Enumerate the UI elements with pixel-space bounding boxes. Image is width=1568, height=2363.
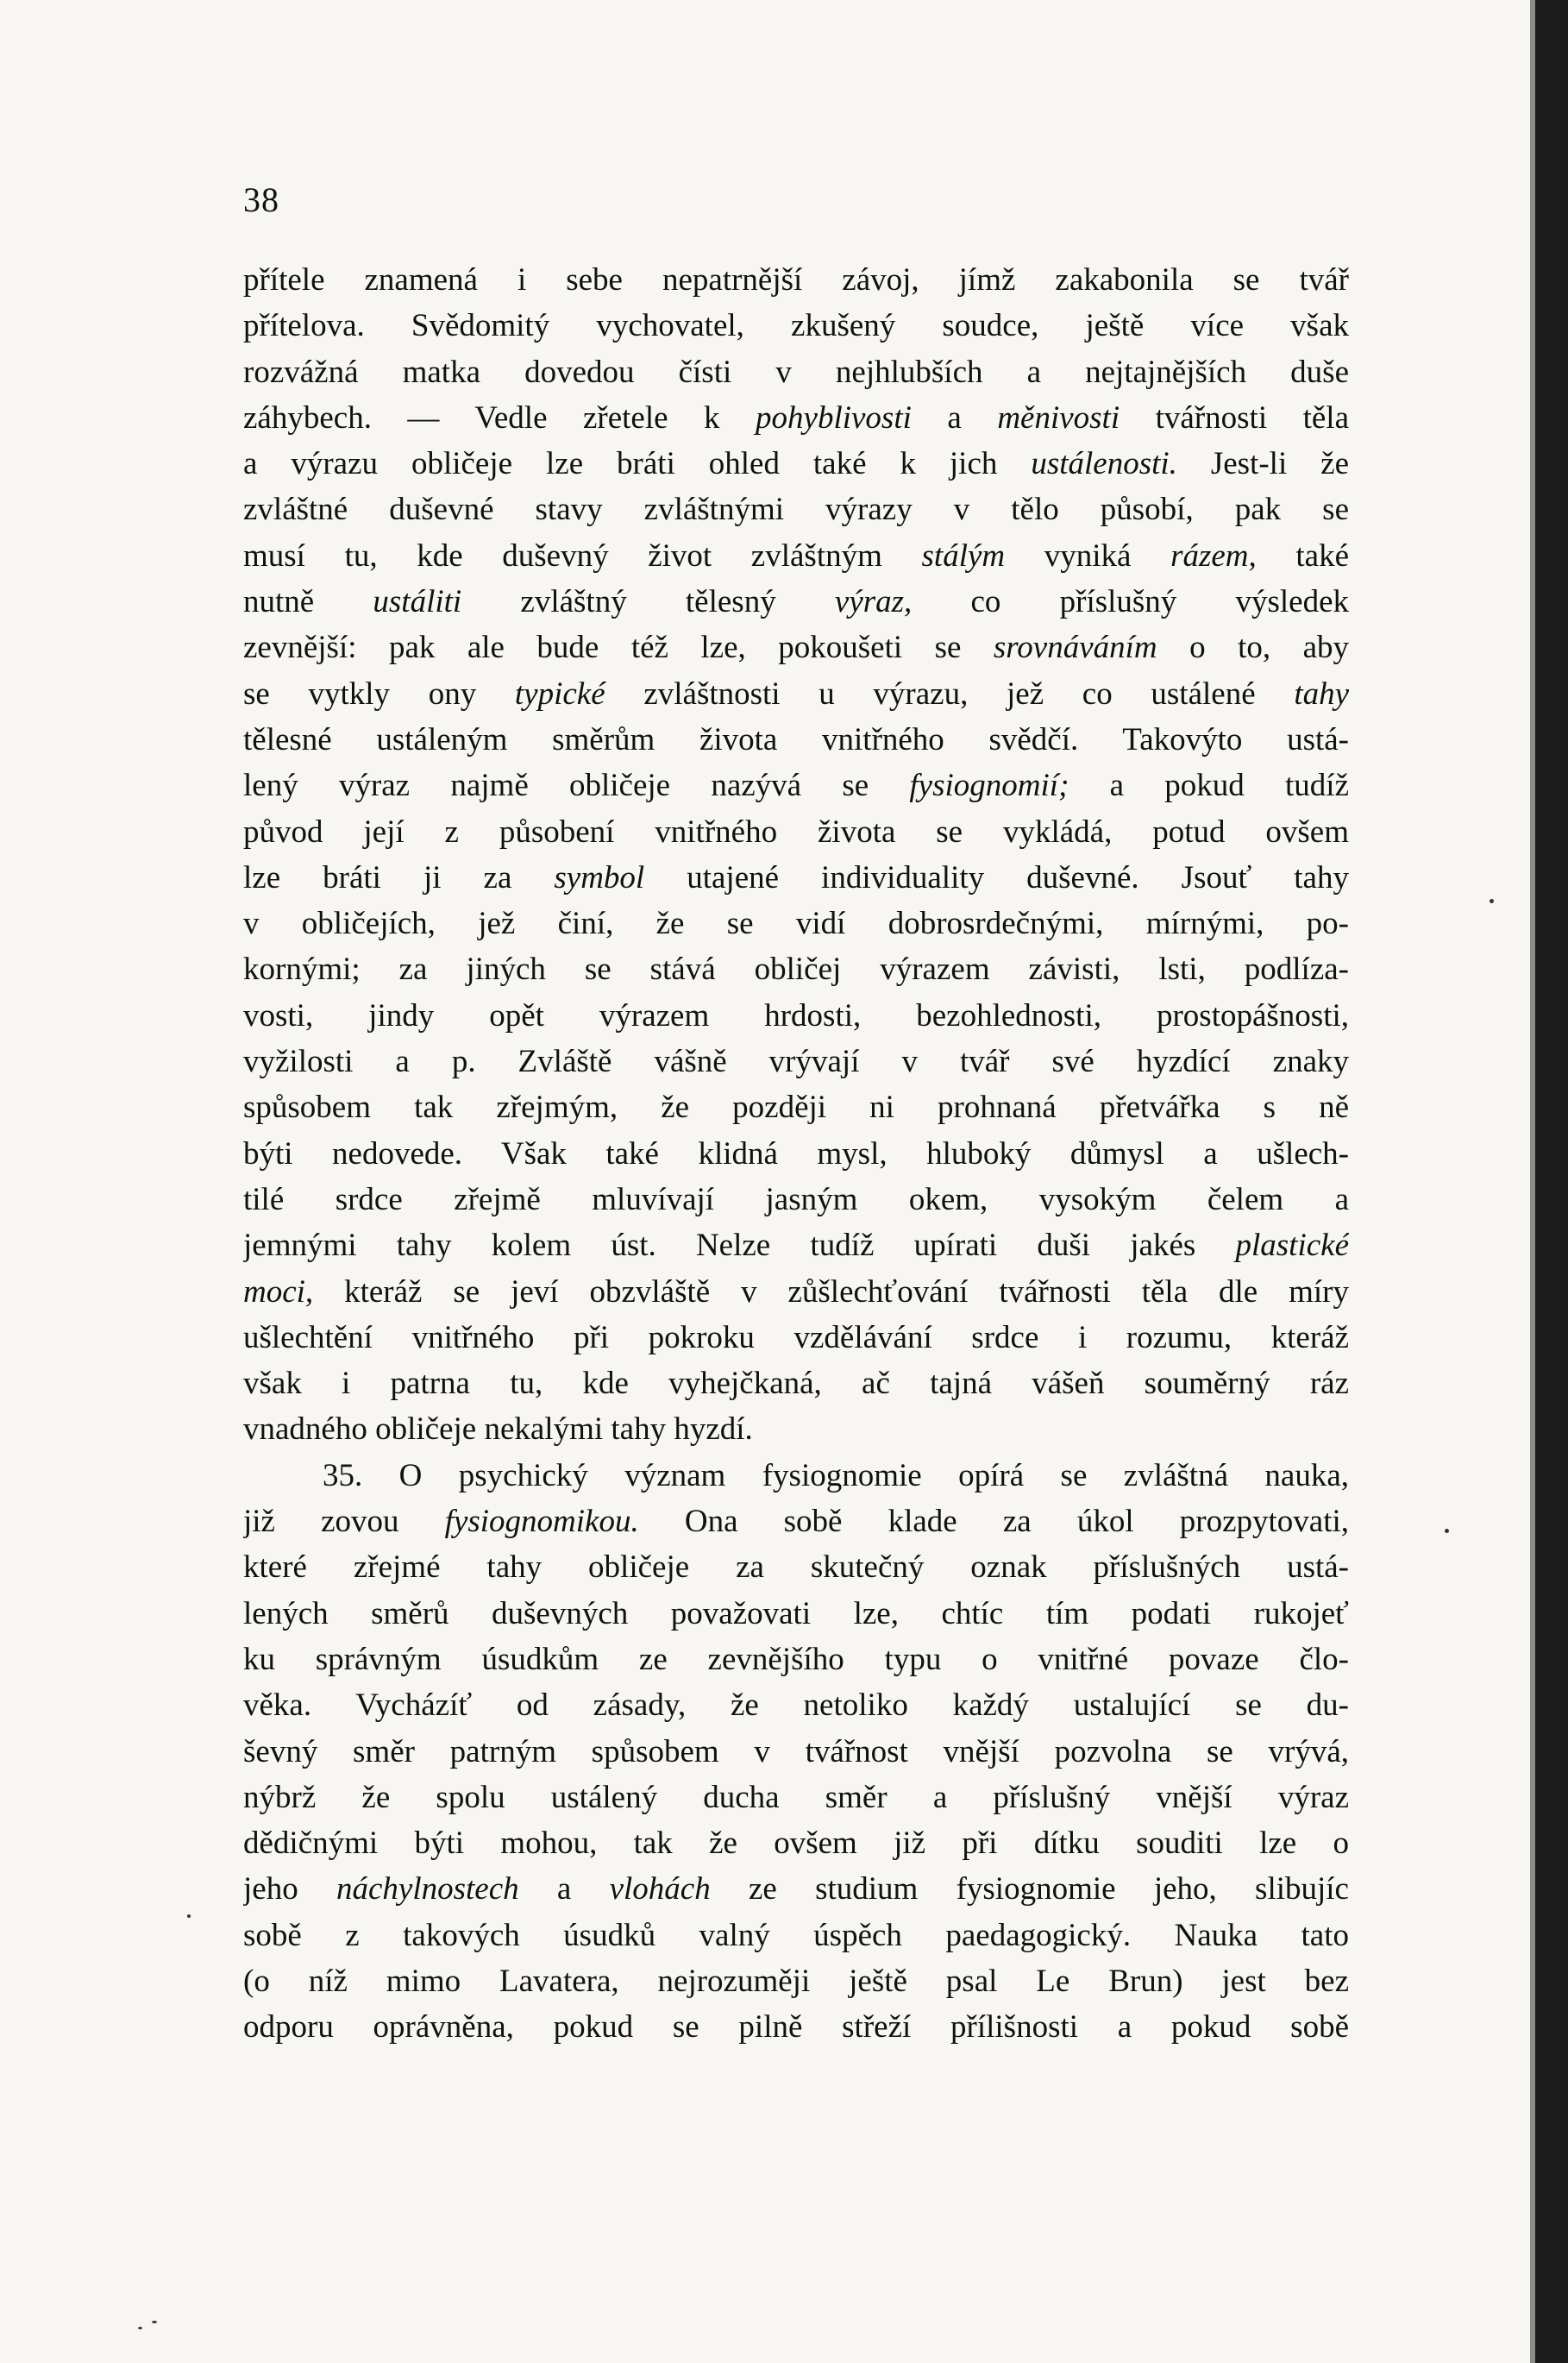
text-line — [243, 1084, 1349, 1130]
text-segment: ze studium fysiognomie jeho, slibujíc — [710, 1871, 1349, 1907]
text-segment: odporu oprávněna, pokud se pilně střeží přílišnosti a pokud sobě — [243, 2009, 1349, 2046]
text-line — [243, 1637, 1349, 1682]
text-line — [243, 1039, 1349, 1084]
text-segment: jemnými tahy kolem úst. Nelze tudíž upírati duši jakés — [243, 1228, 1236, 1264]
emphasized-text: tahy — [1294, 676, 1349, 712]
text-segment: a — [518, 1871, 610, 1907]
body-text — [243, 257, 1349, 2051]
text-segment: přítele znamená i sebe nepatrnější závoj, jímž zakabonila se tvář — [243, 262, 1349, 298]
scan-speck — [1490, 899, 1494, 903]
text-line — [243, 349, 1349, 395]
emphasized-text: stálým — [921, 537, 1006, 574]
text-segment: záhybech. — Vedle zřetele k — [243, 399, 756, 436]
scan-speck — [1445, 1529, 1449, 1533]
text-segment: vyžilosti a p. Zvláště vášně vrývají v tvář své hyzdící znaky — [243, 1044, 1349, 1080]
text-segment: musí tu, kde duševný život zvláštným — [243, 537, 922, 574]
page-number: 38 — [243, 180, 279, 219]
text-segment: již zovou — [243, 1504, 445, 1540]
text-segment: utajené individuality duševné. Jsouť tahy — [644, 859, 1349, 896]
text-line — [243, 1820, 1349, 1866]
emphasized-text: fysiognomií; — [909, 768, 1069, 804]
text-line — [243, 1222, 1349, 1268]
text-segment: zevnější: pak ale bude též lze, pokoušeti se — [243, 630, 994, 666]
emphasized-text: moci, — [243, 1273, 314, 1310]
text-segment: kteráž se jeví obzvláště v zůšlechťování tvářnosti těla dle míry — [313, 1273, 1349, 1310]
text-line — [243, 1913, 1349, 1958]
text-line — [243, 1958, 1349, 2004]
text-segment: tělesné ustáleným směrům života vnitřného svědčí. Takovýto ustá- — [243, 721, 1349, 757]
text-segment: (o níž mimo Lavatera, nejrozuměji ještě psal Le Brun) jest bez — [243, 1963, 1349, 1999]
text-line — [243, 763, 1349, 808]
text-line — [243, 1729, 1349, 1775]
text-segment: kornými; za jiných se stává obličej výrazem závisti, lsti, podlíza- — [243, 952, 1349, 988]
emphasized-text: náchylnostech — [336, 1871, 519, 1907]
text-line — [243, 303, 1349, 349]
text-line — [243, 1177, 1349, 1222]
text-segment: co příslušný výsledek — [912, 584, 1349, 620]
emphasized-text: plastické — [1235, 1228, 1349, 1264]
text-segment: se vytkly ony — [243, 676, 515, 712]
text-segment: a — [911, 399, 998, 436]
emphasized-text: rázem, — [1170, 537, 1257, 574]
text-segment: býti nedovede. Však také klidná mysl, hluboký důmysl a ušlech- — [243, 1135, 1349, 1172]
text-segment: o to, aby — [1157, 630, 1349, 666]
text-segment: věka. Vycházíť od zásady, že netoliko každý ustalující se du- — [243, 1687, 1349, 1724]
text-line — [243, 1131, 1349, 1177]
emphasized-text: typické — [514, 676, 605, 712]
text-line — [243, 1315, 1349, 1361]
text-line — [243, 2004, 1349, 2050]
scan-speck — [138, 2327, 142, 2329]
text-line — [243, 487, 1349, 532]
text-line — [243, 1499, 1349, 1544]
text-line — [243, 993, 1349, 1039]
text-segment: vosti, jindy opět výrazem hrdosti, bezohlednosti, prostopášnosti, — [243, 997, 1349, 1034]
emphasized-text: fysiognomikou. — [444, 1504, 639, 1540]
text-segment: zvláštnosti u výrazu, jež co ustálené — [605, 676, 1295, 712]
text-segment: dědičnými býti mohou, tak že ovšem již při dítku souditi lze o — [243, 1826, 1349, 1862]
emphasized-text: ustáliti — [373, 584, 462, 620]
text-segment: 35. O psychický význam fysiognomie opírá se zvláštná nauka, — [323, 1457, 1349, 1493]
text-line — [243, 1406, 1349, 1452]
text-segment: vnadného obličeje nekalými tahy hyzdí. — [243, 1411, 753, 1448]
text-line — [243, 533, 1349, 579]
text-line — [243, 1453, 1349, 1499]
text-segment: jeho — [243, 1871, 336, 1907]
emphasized-text: měnivosti — [997, 399, 1120, 436]
emphasized-text: symbol — [554, 859, 645, 896]
text-segment: v obličejích, jež činí, že se vidí dobrosrdečnými, mírnými, po- — [243, 906, 1349, 942]
text-line — [243, 579, 1349, 625]
text-line — [243, 809, 1349, 855]
text-segment: tvářnosti těla — [1120, 399, 1349, 436]
text-segment: zvláštný tělesný — [461, 584, 835, 620]
text-line — [243, 625, 1349, 670]
text-segment: lených směrů duševných považovati lze, chtíc tím podati rukojeť — [243, 1595, 1349, 1631]
text-segment: Jest-li že — [1176, 446, 1349, 482]
text-line — [243, 1544, 1349, 1590]
text-line — [243, 946, 1349, 992]
text-line — [243, 1775, 1349, 1820]
emphasized-text: ustálenosti. — [1031, 446, 1177, 482]
text-line — [243, 671, 1349, 717]
scan-speck — [187, 1914, 191, 1918]
text-segment: vyniká — [1005, 537, 1171, 574]
text-segment: které zřejmé tahy obličeje za skutečný oznak příslušných ustá- — [243, 1549, 1349, 1586]
text-segment: a výrazu obličeje lze bráti ohled také k jich — [243, 446, 1032, 482]
text-line — [243, 1866, 1349, 1912]
text-segment: ušlechtění vnitřného při pokroku vzdělávání srdce i rozumu, kteráž — [243, 1319, 1349, 1355]
text-line — [243, 1682, 1349, 1728]
text-segment: Ona sobě klade za úkol prozpytovati, — [638, 1504, 1349, 1540]
emphasized-text: vlohách — [609, 1871, 711, 1907]
text-line — [243, 855, 1349, 901]
scan-border — [1535, 0, 1568, 2363]
text-line — [243, 257, 1349, 303]
text-line — [243, 901, 1349, 946]
text-segment: a pokud tudíž — [1069, 768, 1349, 804]
text-line — [243, 1361, 1349, 1406]
text-segment: rozvážná matka dovedou čísti v nejhlubších a nejtajnějších duše — [243, 354, 1349, 390]
text-segment: přítelova. Svědomitý vychovatel, zkušený soudce, ještě více však — [243, 308, 1349, 344]
text-segment: zvláštné duševné stavy zvláštnými výrazy v tělo působí, pak se — [243, 492, 1349, 528]
text-segment: ševný směr patrným spůsobem v tvářnost vnější pozvolna se vrývá, — [243, 1733, 1349, 1769]
text-segment: lený výraz najmě obličeje nazývá se — [243, 768, 910, 804]
text-line — [243, 395, 1349, 441]
emphasized-text: srovnáváním — [993, 630, 1157, 666]
text-line — [243, 1269, 1349, 1315]
text-segment: tilé srdce zřejmě mluvívají jasným okem, vysokým čelem a — [243, 1181, 1349, 1217]
emphasized-text: pohyblivosti — [756, 399, 912, 436]
text-segment: nutně — [243, 584, 373, 620]
text-segment: sobě z takových úsudků valný úspěch paedagogický. Nauka tato — [243, 1917, 1349, 1953]
text-line — [243, 717, 1349, 763]
text-line — [243, 441, 1349, 487]
text-segment: ku správným úsudkům ze zevnějšího typu o vnitřné povaze člo- — [243, 1641, 1349, 1677]
text-line — [243, 1591, 1349, 1637]
text-segment: nýbrž že spolu ustálený ducha směr a příslušný vnější výraz — [243, 1779, 1349, 1815]
text-segment: lze bráti ji za — [243, 859, 555, 896]
emphasized-text: výraz, — [834, 584, 913, 620]
text-segment: spůsobem tak zřejmým, že později ni prohnaná přetvářka s ně — [243, 1090, 1349, 1126]
text-segment: však i patrna tu, kde vyhejčkaná, ač tajná vášeň souměrný ráz — [243, 1366, 1349, 1402]
scan-speck — [152, 2321, 157, 2323]
text-segment: původ její z působení vnitřného života se vykládá, potud ovšem — [243, 814, 1349, 850]
text-segment: také — [1256, 537, 1349, 574]
